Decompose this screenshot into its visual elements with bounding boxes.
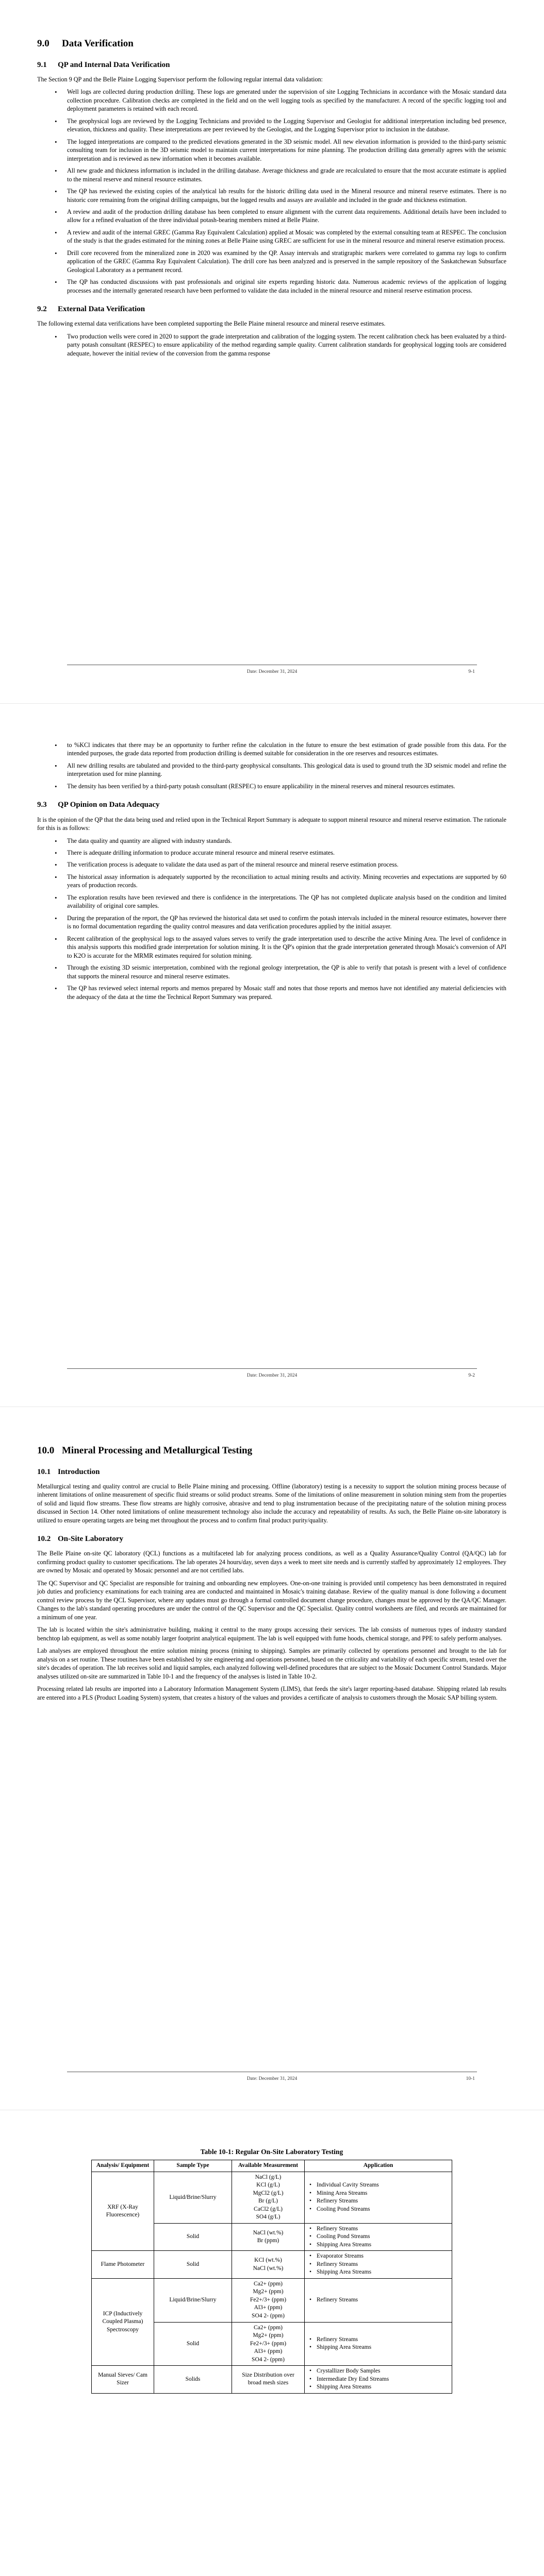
list-item: • Through the existing 3D seismic interpretation, combined with the regional geology interpretation, the QP is able to verify that potash is present with a level of confidence that supports the mineral resource and mineral reserve estimates. bbox=[37, 963, 506, 980]
paragraph: Lab analyses are employed throughout the entire solution mining process (mining to shipping). Samples are primarily collected by operations personnel and brought to the lab for analysis on a set routine. These routines have been established by site engineering and operations personnel, based on the criticality and variability of each specific stream, tested over the site's decades of operation. The lab receives solid and liquid samples, each analyzed following well-defined procedures that are subject to the Mosaic Document Control Standards. Major analyses utilized on-site are summarized in Table 10-1 and the frequency of the analyses is listed in Table 10-2. bbox=[37, 1647, 506, 1680]
bullet-list bbox=[37, 88, 506, 295]
application-item: • Shipping Area Streams bbox=[307, 2383, 449, 2392]
measurement-cell bbox=[232, 2366, 305, 2394]
list-item: • There is adequate drilling information to produce accurate mineral resource and mineral reserve estimates. bbox=[37, 849, 506, 857]
application-list bbox=[307, 2336, 449, 2352]
table-header-row bbox=[92, 2160, 452, 2172]
measurement-item: NaCl (wt.%) bbox=[253, 2229, 284, 2236]
equipment-cell: ICP (Inductively Coupled Plasma) Spectroscopy bbox=[92, 2278, 154, 2365]
application-item: • Intermediate Dry End Streams bbox=[307, 2376, 449, 2384]
application-item: • Refinery Streams bbox=[307, 2225, 449, 2233]
list-item: • A review and audit of the internal GREC (Gamma Ray Equivalent Calculation) applied at Mosaic was completed by the external consulting team at RESPEC. The conclusion of the study is that the grades estimated for the mining zones at Belle Plaine using GREC are sufficient for use in the mineral resource and mineral reserve estimation process. bbox=[37, 228, 506, 245]
application-cell bbox=[305, 2251, 452, 2279]
list-item: • The exploration results have been reviewed and there is confidence in the interpretations. The QP has not completed duplicate analysis based on the condition and limited availability of original core samples. bbox=[37, 893, 506, 910]
subsection-heading bbox=[37, 1534, 506, 1544]
page-9-1 bbox=[0, 0, 544, 703]
footer-date: Date: December 31, 2024 bbox=[246, 669, 298, 674]
table-row bbox=[92, 2172, 452, 2223]
footer-date: Date: December 31, 2024 bbox=[246, 2076, 298, 2081]
application-item: • Shipping Area Streams bbox=[307, 2241, 449, 2249]
measurement-item: MgCl2 (g/L) bbox=[253, 2190, 284, 2196]
measurement-item: NaCl (g/L) bbox=[255, 2174, 282, 2180]
measurement-cell bbox=[232, 2278, 305, 2322]
paragraph: Processing related lab results are imported into a Laboratory Information Management System (LIMS), that feeds the site's larger reporting-based database. Shipping related lab results are entered into a PLS (Product Loading System) system, that creates a history of the values and provides a certificate of analysis to customers through the Mosaic SAP billing system. bbox=[37, 1685, 506, 1701]
paragraph: It is the opinion of the QP that the data being used and relied upon in the Technical Report Summary is adequate to support mineral resource and mineral reserve estimation. The rationale for this is as follows: bbox=[37, 816, 506, 832]
application-list bbox=[307, 2367, 449, 2392]
application-list bbox=[307, 2252, 449, 2277]
application-cell bbox=[305, 2278, 452, 2322]
equipment-cell: Manual Sieves/ Cam Sizer bbox=[92, 2366, 154, 2394]
measurement-item: SO4 (g/L) bbox=[256, 2214, 281, 2221]
table-row bbox=[92, 2251, 452, 2279]
application-cell bbox=[305, 2172, 452, 2223]
application-item: • Shipping Area Streams bbox=[307, 2268, 449, 2277]
footer-date: Date: December 31, 2024 bbox=[246, 1373, 298, 1378]
application-item: • Refinery Streams bbox=[307, 2197, 449, 2206]
list-item: • All new grade and thickness information is included in the drilling database. Average thickness and grade are recalculated to ensure that the most accurate estimate is applied to the mineral reserve and mineral resource estimates. bbox=[37, 166, 506, 183]
page-number: 9-1 bbox=[468, 669, 475, 674]
subsection-number: 10.2 bbox=[37, 1535, 51, 1544]
sample-type-cell: Solid bbox=[154, 2251, 232, 2279]
paragraph: The lab is located within the site's administrative building, making it central to the many groups accessing their services. The lab consists of numerous types of industry standard benchtop lab equipment, as well as some notably larger footprint analytical equipment. The lab is well equipped with fume hoods, chemical storage, and PPE to safely perform analyses. bbox=[37, 1626, 506, 1642]
measurement-cell bbox=[232, 2172, 305, 2223]
table-row bbox=[92, 2278, 452, 2322]
measurement-item: KCl (wt.%) bbox=[254, 2257, 282, 2264]
measurement-item: NaCl (wt.%) bbox=[253, 2265, 284, 2272]
subsection-number: 9.2 bbox=[37, 305, 47, 314]
measurement-item: CaCl2 (g/L) bbox=[254, 2206, 283, 2212]
application-item: • Refinery Streams bbox=[307, 2296, 449, 2304]
application-list bbox=[307, 2296, 449, 2304]
sample-type-cell: Solid bbox=[154, 2322, 232, 2366]
page-number: 9-2 bbox=[468, 1373, 475, 1378]
subsection-heading bbox=[37, 60, 506, 70]
section-number: 10.0 bbox=[37, 1445, 55, 1456]
bullet-list bbox=[37, 332, 506, 358]
column-header: Analysis/ Equipment bbox=[92, 2160, 154, 2172]
measurement-item: Ca2+ (ppm) bbox=[254, 2324, 283, 2331]
measurement-item: Br (ppm) bbox=[257, 2238, 279, 2244]
subsection-title: On-Site Laboratory bbox=[58, 1535, 124, 1544]
paragraph: Metallurgical testing and quality control are crucial to Belle Plaine mining and processing. Offline (laboratory) testing is a necessity to support the solution mining process because of inherent limitations of online measurement of specific fluid streams or solid product streams. Some of the limitations of online measurement in solution mining stem from the properties of solid and liquid flow streams. These flow streams are highly corrosive, abrasive and tend to plug instrumentation because of the precipitating nature of the solution mining process discussed in Section 14. Other noted limitations of online measurement technology also include the accuracy and repeatability of results. As such, the Belle Plaine on-site laboratory is utilized to ensure operating targets are being met throughout the process and to confirm final product purity/quality. bbox=[37, 1482, 506, 1524]
measurement-item: Fe2+/3+ (ppm) bbox=[250, 2340, 287, 2347]
subsection-number: 9.3 bbox=[37, 801, 47, 809]
measurement-cell bbox=[232, 2251, 305, 2279]
measurement-item: Br (g/L) bbox=[258, 2198, 278, 2205]
equipment-cell: Flame Photometer bbox=[92, 2251, 154, 2279]
page-10-2 bbox=[0, 2110, 544, 2576]
measurement-cell bbox=[232, 2322, 305, 2366]
application-item: • Shipping Area Streams bbox=[307, 2344, 449, 2352]
application-item: • Crystallizer Body Samples bbox=[307, 2367, 449, 2376]
paragraph: The QC Supervisor and QC Specialist are responsible for training and onboarding new employees. One-on-one training is provided until competency has been demonstrated in required job duties and proficiency examinations for each training area are conducted and maintained in Mosaic's training database. Review of the quality manual is done following a document control review process by the QCL Supervisor, where any updates must go through a formal controlled document change procedure, changes must be approved by the QA/QC Manager. Changes to the lab's standard operating procedures are under the control of the QC Supervisor and the QC Specialist. Quality control worksheets are filed, and records are maintained for a minimum of one year. bbox=[37, 1579, 506, 1621]
subsection-heading bbox=[37, 304, 506, 314]
sample-type-cell: Liquid/Brine/Slurry bbox=[154, 2278, 232, 2322]
list-item: • The historical assay information is adequately supported by the reconciliation to actual mining results and activity. Mining recoveries and expectations are supported by 60 years of production records. bbox=[37, 873, 506, 890]
table-row bbox=[92, 2366, 452, 2394]
page-number: 10-1 bbox=[466, 2076, 475, 2081]
list-item: • Two production wells were cored in 2020 to support the grade interpretation and calibration of the logging system. The recent calibration check has been evaluated by a third-party potash consultant (RESPEC) to ensure applicability of the method regarding sample quality. Current calibration standards for geophysical logging tools are considered adequate, however the initial review of the conversion from the gamma response bbox=[37, 332, 506, 358]
measurement-item: Ca2+ (ppm) bbox=[254, 2280, 283, 2287]
list-item: • The QP has conducted discussions with past professionals and original site experts regarding historic data. Numerous academic reviews of the application of logging processes and the internally generated research have been performed to validate the data included in the mineral resource and mineral reserve estimation process. bbox=[37, 278, 506, 295]
page-10-1 bbox=[0, 1407, 544, 2110]
subsection-heading bbox=[37, 800, 506, 810]
column-header: Sample Type bbox=[154, 2160, 232, 2172]
application-item: • Individual Cavity Streams bbox=[307, 2181, 449, 2190]
application-item: • Mining Area Streams bbox=[307, 2190, 449, 2198]
subsection-title: Introduction bbox=[58, 1467, 100, 1476]
measurement-item: KCl (g/L) bbox=[256, 2182, 280, 2189]
table-title: Table 10-1: Regular On-Site Laboratory Testing bbox=[200, 2148, 343, 2156]
measurement-item: Mg2+ (ppm) bbox=[253, 2332, 284, 2339]
section-heading bbox=[37, 37, 506, 50]
column-header: Application bbox=[305, 2160, 452, 2172]
page-body bbox=[37, 741, 506, 1005]
subsection-number: 9.1 bbox=[37, 60, 47, 69]
list-item-continued: • to %KCl indicates that there may be an opportunity to further refine the calculation in the future to ensure the best estimation of grade possible from this data. For the intended purposes, the grade data reported from production drilling is deemed suitable for consideration in the ore reserves and resources estimates. bbox=[37, 741, 506, 758]
section-title: Mineral Processing and Metallurgical Testing bbox=[62, 1445, 253, 1456]
sample-type-cell: Solid bbox=[154, 2223, 232, 2251]
measurement-item: SO4 2- (ppm) bbox=[252, 2312, 285, 2319]
section-title: Data Verification bbox=[62, 38, 134, 49]
measurement-item: Al3+ (ppm) bbox=[254, 2304, 283, 2311]
page-body bbox=[37, 1444, 506, 1706]
application-item: • Refinery Streams bbox=[307, 2261, 449, 2269]
measurement-item: Size Distribution over broad mesh sizes bbox=[242, 2371, 294, 2386]
sample-type-cell: Solids bbox=[154, 2366, 232, 2394]
measurement-cell bbox=[232, 2223, 305, 2251]
list-item: • All new drilling results are tabulated and provided to the third-party geophysical consultants. This geological data is used to ground truth the 3D seismic model and refine the interpretation used for mine planning. bbox=[37, 761, 506, 778]
page-9-2 bbox=[0, 704, 544, 1406]
list-item: • The logged interpretations are compared to the predicted elevations generated in the 3D seismic model. All new elevation information is provided to the third-party seismic consulting team for inclusion in the 3D seismic model to maintain current interpretations for mine planning. The production drilling data generally agrees with the seismic interpretation and is reviewed as new information when it becomes available. bbox=[37, 138, 506, 163]
column-header: Available Measurement bbox=[232, 2160, 305, 2172]
measurement-item: Al3+ (ppm) bbox=[254, 2348, 283, 2355]
subsection-title: QP and Internal Data Verification bbox=[58, 60, 170, 69]
list-item: • The QP has reviewed the existing copies of the analytical lab results for the historic drilling data used in the Mineral resource and mineral reserve estimates. There is no historic core remaining from the original drilling campaigns, but the logged results and assays are available and included in the grade and thickness estimation. bbox=[37, 187, 506, 204]
list-item: • During the preparation of the report, the QP has reviewed the historical data set used to confirm the potash intervals included in the mineral resource estimates, however there is no formal documentation regarding the quality control measures and data verification procedures applied by the initial assayer. bbox=[37, 914, 506, 931]
subsection-title: External Data Verification bbox=[58, 305, 145, 314]
list-item: • Well logs are collected during production drilling. These logs are generated under the supervision of site Logging Technicians in accordance with the Mosaic standard data collection procedure. Calibration checks are completed in the field and on the well logging tools as specified by the manufacturer. A record of the specific logging tool and deployment parameters is retained with each record. bbox=[37, 88, 506, 113]
application-item: • Refinery Streams bbox=[307, 2336, 449, 2344]
application-cell bbox=[305, 2223, 452, 2251]
application-cell bbox=[305, 2366, 452, 2394]
page-footer bbox=[67, 1368, 477, 1378]
list-item: • The data quality and quantity are aligned with industry standards. bbox=[37, 837, 506, 845]
bullet-list bbox=[37, 837, 506, 1002]
lab-testing-table bbox=[91, 2160, 452, 2393]
page-body bbox=[37, 2147, 506, 2394]
application-item: • Evaporator Streams bbox=[307, 2252, 449, 2261]
list-item: • Recent calibration of the geophysical logs to the assayed values serves to verify the grade interpretation used to describe the active Mining Area. The level of confidence in this analysis supports this modified grade interpretation for solution mining. It is the QP's opinion that the grade interpretation generated through Mosaic's conversion of API to K2O is accurate for the MRMR estimates required for solution mining. bbox=[37, 935, 506, 960]
subsection-number: 10.1 bbox=[37, 1467, 51, 1476]
application-cell bbox=[305, 2322, 452, 2366]
measurement-item: Mg2+ (ppm) bbox=[253, 2289, 284, 2295]
measurement-item: Fe2+/3+ (ppm) bbox=[250, 2296, 287, 2303]
list-item: • The verification process is adequate to validate the data used as part of the mineral resource and mineral reserve estimation process. bbox=[37, 860, 506, 869]
application-list bbox=[307, 2225, 449, 2249]
application-list bbox=[307, 2181, 449, 2213]
application-item: • Cooling Pond Streams bbox=[307, 2206, 449, 2214]
measurement-item: SO4 2- (ppm) bbox=[252, 2356, 285, 2363]
subsection-title: QP Opinion on Data Adequacy bbox=[58, 801, 160, 809]
list-item: • Drill core recovered from the mineralized zone in 2020 was examined by the QP. Assay intervals and stratigraphic markers were correlated to gamma ray logs to confirm application of the GREC (Gamma Ray Equivalent Calculation). The drill core has been analyzed and is preserved in the sample repository of the Saskatchewan Subsurface Geological Laboratory as a permanent record. bbox=[37, 249, 506, 274]
list-item: • A review and audit of the production drilling database has been completed to ensure alignment with the current data requirements. Additional details have been included to allow for a refined evaluation of the three individual potash-bearing members mined at Belle Plaine. bbox=[37, 208, 506, 225]
paragraph: The following external data verifications have been completed supporting the Belle Plaine mineral resource and mineral reserve estimates. bbox=[37, 320, 386, 328]
list-item: • The QP has reviewed select internal reports and memos prepared by Mosaic staff and notes that those reports and memos have not identified any material deficiencies with the adequacy of the data at the time the Technical Report Summary was prepared. bbox=[37, 984, 506, 1001]
section-number: 9.0 bbox=[37, 38, 50, 49]
paragraph: The Belle Plaine on-site QC laboratory (QCL) functions as a multifaceted lab for analyzing process conditions, as well as a Quality Assurance/Quality Control (QA/QC) lab for confirming product quality to customer specifications. The lab operates 24 hours/day, seven days a week to meet site needs and is currently staffed by approximately 12 employees. They are owned by Mosaic and operated by Mosaic personnel and are not certified labs. bbox=[37, 1550, 506, 1574]
sample-type-cell: Liquid/Brine/Slurry bbox=[154, 2172, 232, 2223]
list-item: • The density has been verified by a third-party potash consultant (RESPEC) to ensure applicability in the mineral reserves and mineral resources estimates. bbox=[37, 782, 506, 790]
section-heading bbox=[37, 1444, 506, 1458]
application-item: • Cooling Pond Streams bbox=[307, 2233, 449, 2241]
list-item: • The geophysical logs are reviewed by the Logging Technicians and provided to the Logging Supervisor and Geologist for additional interpretation including bed presence, elevation, thickness and quality. These interpretations are peer reviewed by the Geologist, and the Logging Supervisor prior to inclusion in the database. bbox=[37, 117, 506, 134]
bullet-list bbox=[37, 741, 506, 790]
page-body bbox=[37, 37, 506, 362]
equipment-cell: XRF (X-Ray Fluorescence) bbox=[92, 2172, 154, 2251]
paragraph: The Section 9 QP and the Belle Plaine Logging Supervisor perform the following regular internal data validation: bbox=[37, 75, 323, 83]
subsection-heading bbox=[37, 1467, 506, 1477]
